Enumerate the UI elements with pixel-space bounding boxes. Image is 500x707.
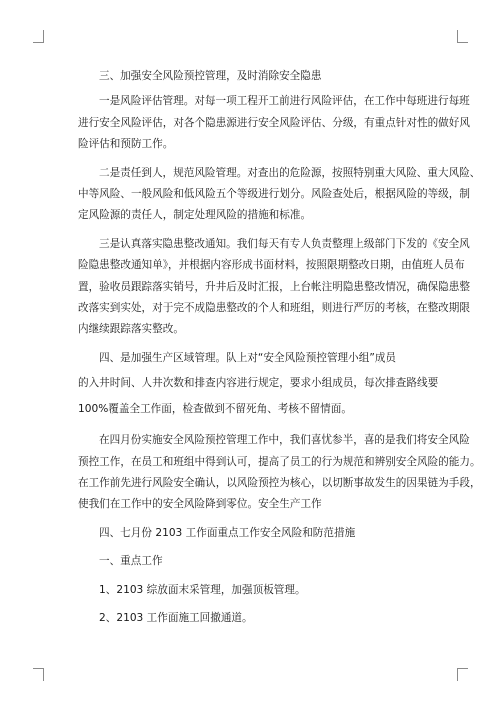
document-body xyxy=(78,66,481,629)
paragraph-area-management-line-3: 100%覆盖全工作面，检查做到不留死角、考核不留情面。 xyxy=(78,402,352,415)
paragraph-responsibility-line-1: 二是责任到人，规范风险管理。对查出的危险源，按照特别重大风险、重大风险、 xyxy=(99,166,481,179)
paragraph-rectification-line-3: 置，验收员跟踪落实销号，升井后及时汇报，上台帐注明隐患整改情况，确保隐患整 xyxy=(78,280,470,293)
paragraph-risk-assessment-line-2: 进行安全风险评估，对各个隐患源进行安全风险评估、分级，有重点针对性的做好风 xyxy=(78,116,470,129)
paragraph-rectification-line-1: 三是认真落实隐患整改通知。我们每天有专人负责整理上级部门下发的《安全风 xyxy=(99,237,470,250)
crop-mark-top-left xyxy=(33,30,44,43)
crop-mark-bottom-right xyxy=(457,668,468,681)
list-item-1: 1、2103 综放面末采管理，加强顶板管理。 xyxy=(99,583,306,596)
paragraph-rectification-line-5: 内继续跟踪落实整改。 xyxy=(78,323,184,336)
section-heading-risk-control: 三、加强安全风险预控管理，及时消除安全隐患 xyxy=(99,70,322,82)
paragraph-april-summary-line-3: 在工作前先进行风险安全确认，以风险预控为核心，以切断事故发生的因果链为手段， xyxy=(78,476,481,489)
paragraph-rectification-line-4: 改落实到实处，对于完不成隐患整改的个人和班组，则进行严厉的考核，在整改期限 xyxy=(78,302,470,315)
section-heading-july-measures: 四、七月份 2103 工作面重点工作安全风险和防范措施 xyxy=(99,526,356,539)
list-item-2: 2、2103 工作面施工回撤通道。 xyxy=(99,611,253,624)
paragraph-risk-assessment-line-3: 险评估和预防工作。 xyxy=(78,138,174,151)
paragraph-april-summary-line-1: 在四月份实施安全风险预控管理工作中，我们喜忧参半，喜的是我们将安全风险 xyxy=(99,434,470,447)
subheading-key-work: 一、重点工作 xyxy=(99,555,163,568)
paragraph-rectification-line-2: 险隐患整改通知单》，并根据内容形成书面材料，按照限期整改日期，由值班人员布 xyxy=(78,259,465,272)
crop-mark-top-right xyxy=(457,30,468,43)
crop-mark-bottom-left xyxy=(33,668,44,681)
paragraph-risk-assessment-line-1: 一是风险评估管理。对每一项工程开工前进行风险评估，在工作中每班进行每班 xyxy=(99,95,470,108)
paragraph-april-summary-line-2: 预控工作，在员工和班组中得到认可，提高了员工的行为规范和辨别安全风险的能力。 xyxy=(78,455,481,468)
paragraph-area-management-line-1: 四、是加强生产区域管理。队上对“安全风险预控管理小组”成员 xyxy=(99,351,397,364)
paragraph-april-summary-line-4: 使我们在工作中的安全风险降到零位。安全生产工作 xyxy=(78,498,322,511)
paragraph-responsibility-line-3: 定风险源的责任人，制定处理风险的措施和标准。 xyxy=(78,209,312,222)
paragraph-area-management-line-2: 的入井时间、人井次数和排查内容进行规定，要求小组成员，每次排查路线要 xyxy=(78,377,439,390)
paragraph-responsibility-line-2: 中等风险、一般风险和低风险五个等级进行划分。风险查处后，根据风险的等级，制 xyxy=(78,188,470,201)
